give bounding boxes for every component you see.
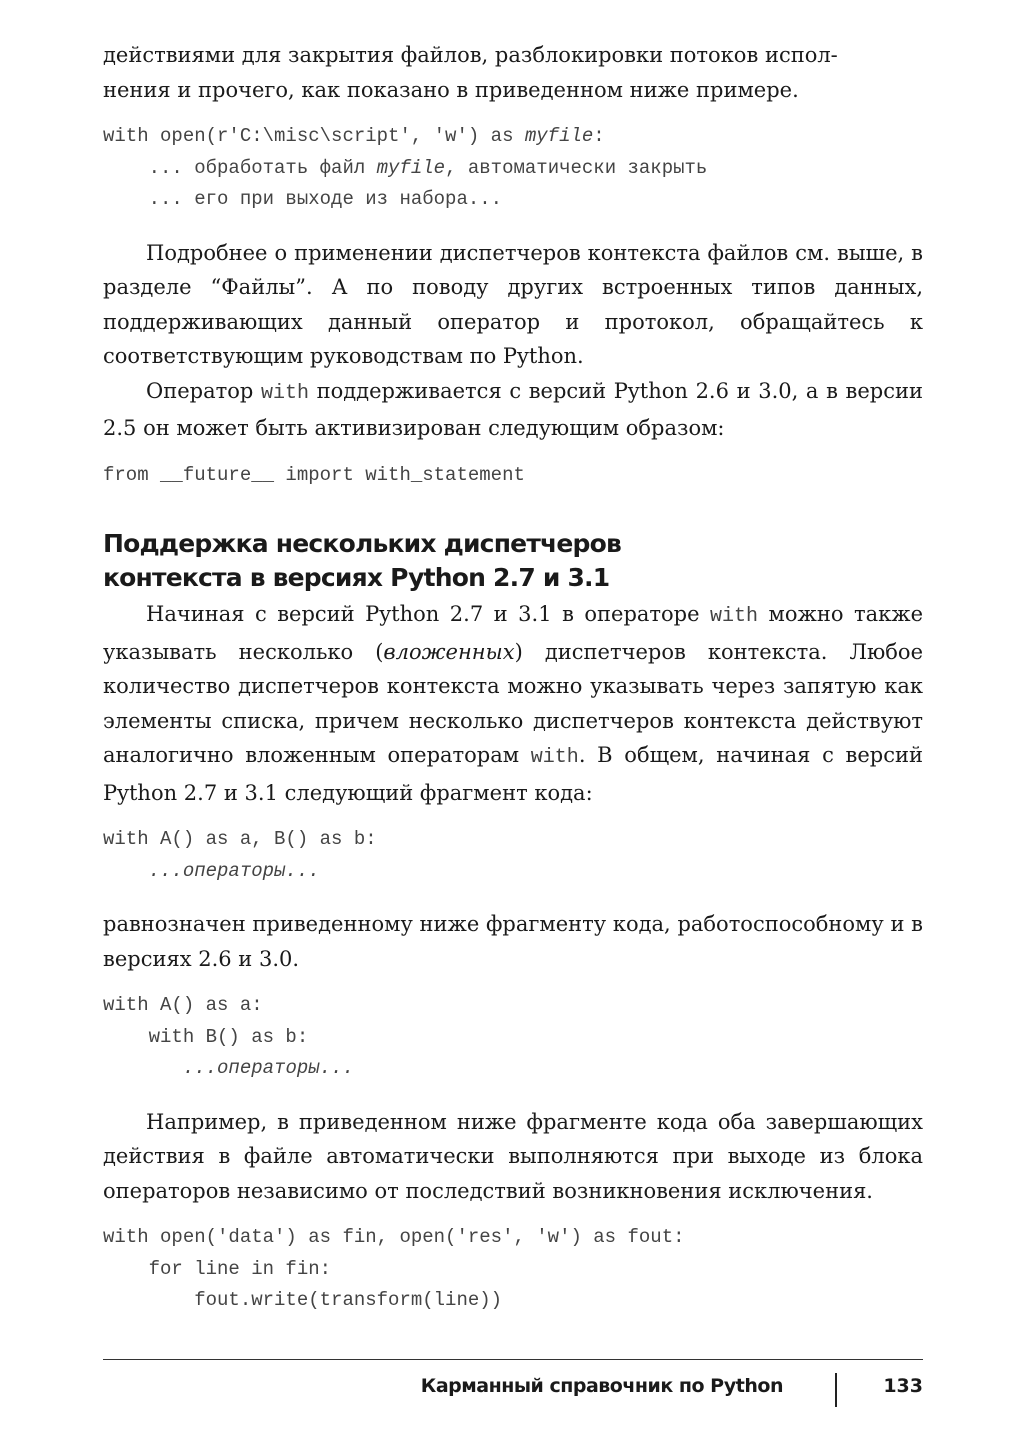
code-text — [103, 860, 149, 882]
page-footer — [103, 1373, 923, 1407]
paragraph-line: действиями для закрытия файлов, разблокировки потоков испол- — [103, 43, 838, 67]
code-text: with open('data') as fin, open('res', 'w') as fout: — [103, 1226, 685, 1248]
paragraph-example: Например, в приведенном ниже фрагменте кода оба завершающих действия в файле автоматически выполняются при выходе из блока операторов независимо от последствий возникновения исключения. — [103, 1109, 923, 1203]
inline-code: with — [260, 381, 309, 405]
paragraph-multiple-managers — [103, 597, 923, 810]
code-block-nested-with — [103, 990, 923, 1085]
section-heading — [103, 527, 923, 595]
code-text: with open(r'C:\misc\script', 'w') as — [103, 125, 525, 147]
paragraph-text: ) диспетчеров контекста. Любое количество диспетчеров контекста можно указывать через запятую как элементы списка, причем несколько диспетчеров контекста действуют аналогично вложенным операторам — [103, 639, 923, 767]
code-text: fout.write(transform(line)) — [103, 1289, 503, 1311]
paragraph-continuation — [103, 38, 923, 107]
code-text: from __future__ import with_statement — [103, 463, 525, 486]
code-block-open-file — [103, 121, 923, 216]
paragraph-file-context: Подробнее о применении диспетчеров контекста файлов см. выше, в разделе “Файлы”. А по поводу других встроенных типов данных, поддерживающих данный оператор и протокол, обращайтесь к соответствующим руководствам по Python. — [103, 240, 923, 368]
paragraph-with-versions — [103, 374, 923, 446]
paragraph-text: поддерживается с версий Python 2.6 и 3.0, а в версии 2.5 он может быть активизирован следующим образом: — [103, 378, 923, 440]
inline-code: with — [530, 746, 579, 769]
paragraph-text: можно также указывать несколько ( — [103, 602, 923, 664]
code-block-combined-with — [103, 824, 923, 887]
code-text: with A() as a: — [103, 994, 263, 1016]
heading-line: контекста в версиях Python 2.7 и 3.1 — [103, 563, 610, 592]
code-placeholder: ...операторы... — [148, 859, 320, 882]
paragraph-equivalent: равнозначен приведенному ниже фрагменту кода, работоспособному и в версиях 2.6 и 3.0. — [103, 912, 923, 971]
page-number: 133 — [883, 1375, 923, 1397]
paragraph-text: . В общем, начиная с версий Python 2.7 и 3.1 следующий фрагмент кода: — [103, 743, 923, 805]
paragraph-line: нения и прочего, как показано в приведенном ниже примере. — [103, 77, 799, 102]
code-var: myfile — [524, 125, 594, 147]
code-text: with B() as b: — [103, 1025, 309, 1048]
code-text: ... обработать файл — [103, 156, 377, 179]
heading-line: Поддержка нескольких диспетчеров — [103, 529, 622, 558]
code-text: for line in fin: — [103, 1257, 332, 1280]
code-text: , автоматически закрыть — [445, 156, 708, 179]
book-title: Карманный справочник по Python — [420, 1375, 783, 1397]
code-text: ... его при выходе из набора... — [103, 188, 503, 210]
page-body — [103, 38, 923, 1317]
code-text: with A() as a, B() as b: — [103, 828, 377, 850]
code-text — [103, 1057, 183, 1079]
paragraph-text: Начиная с версий Python 2.7 и 3.1 в операторе — [146, 602, 711, 626]
footer-divider — [103, 1359, 923, 1360]
paragraph-text: Оператор — [146, 378, 261, 403]
code-placeholder: ...операторы... — [182, 1057, 354, 1079]
code-text: : — [593, 125, 605, 147]
inline-code: with — [710, 605, 759, 628]
code-block-file-transform — [103, 1222, 923, 1317]
footer-separator — [835, 1373, 837, 1407]
emphasis-text: вложенных — [383, 639, 515, 664]
code-block-future-import — [103, 460, 923, 492]
code-var: myfile — [376, 156, 446, 179]
